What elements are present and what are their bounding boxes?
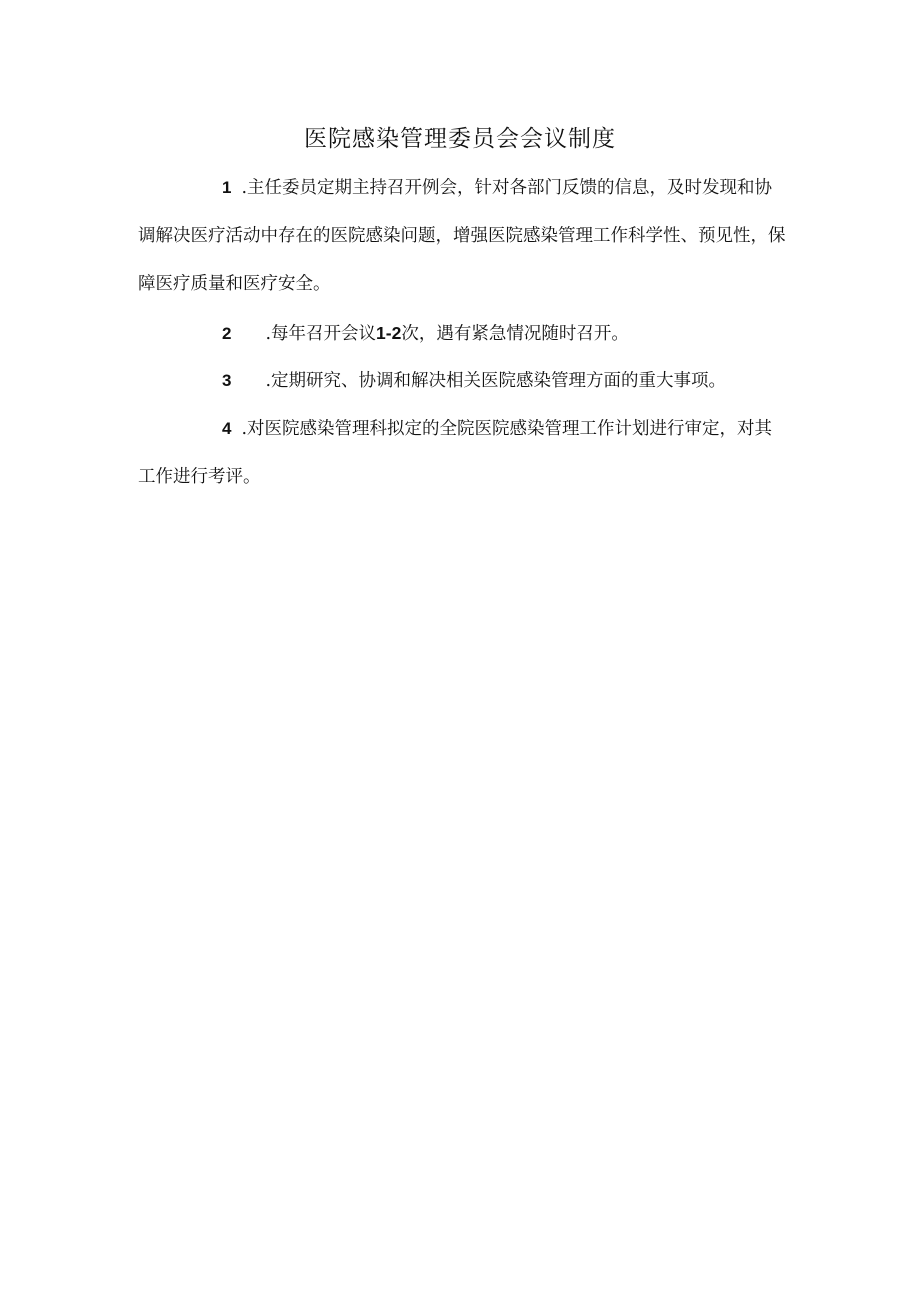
- item-text: .对医院感染管理科拟定的全院医院感染管理工作计划进行审定，对其工作进行考评。: [138, 419, 773, 487]
- list-item-1: [138, 164, 788, 308]
- list-item-2: [138, 309, 788, 358]
- item-number: 3: [222, 371, 232, 390]
- list-item-4: [138, 405, 788, 501]
- document-title: 医院感染管理委员会会议制度: [304, 126, 616, 152]
- item-number: 4: [222, 419, 232, 438]
- item-number: 2: [222, 324, 232, 343]
- item-text: .定期研究、协调和解决相关医院感染管理方面的重大事项。: [265, 371, 727, 391]
- item-text-after: 次，遇有紧急情况随时召开。: [401, 324, 629, 344]
- item-number: 1: [222, 178, 232, 197]
- item-text: .每年召开会议: [265, 324, 377, 344]
- item-text: .主任委员定期主持召开例会，针对各部门反馈的信息，及时发现和协调解决医疗活动中存在的医院感染问题，增强医院感染管理工作科学性、预见性，保障医疗质量和医疗安全。: [138, 178, 786, 294]
- list-item-3: [138, 357, 788, 405]
- item-range: 1-2: [376, 323, 402, 343]
